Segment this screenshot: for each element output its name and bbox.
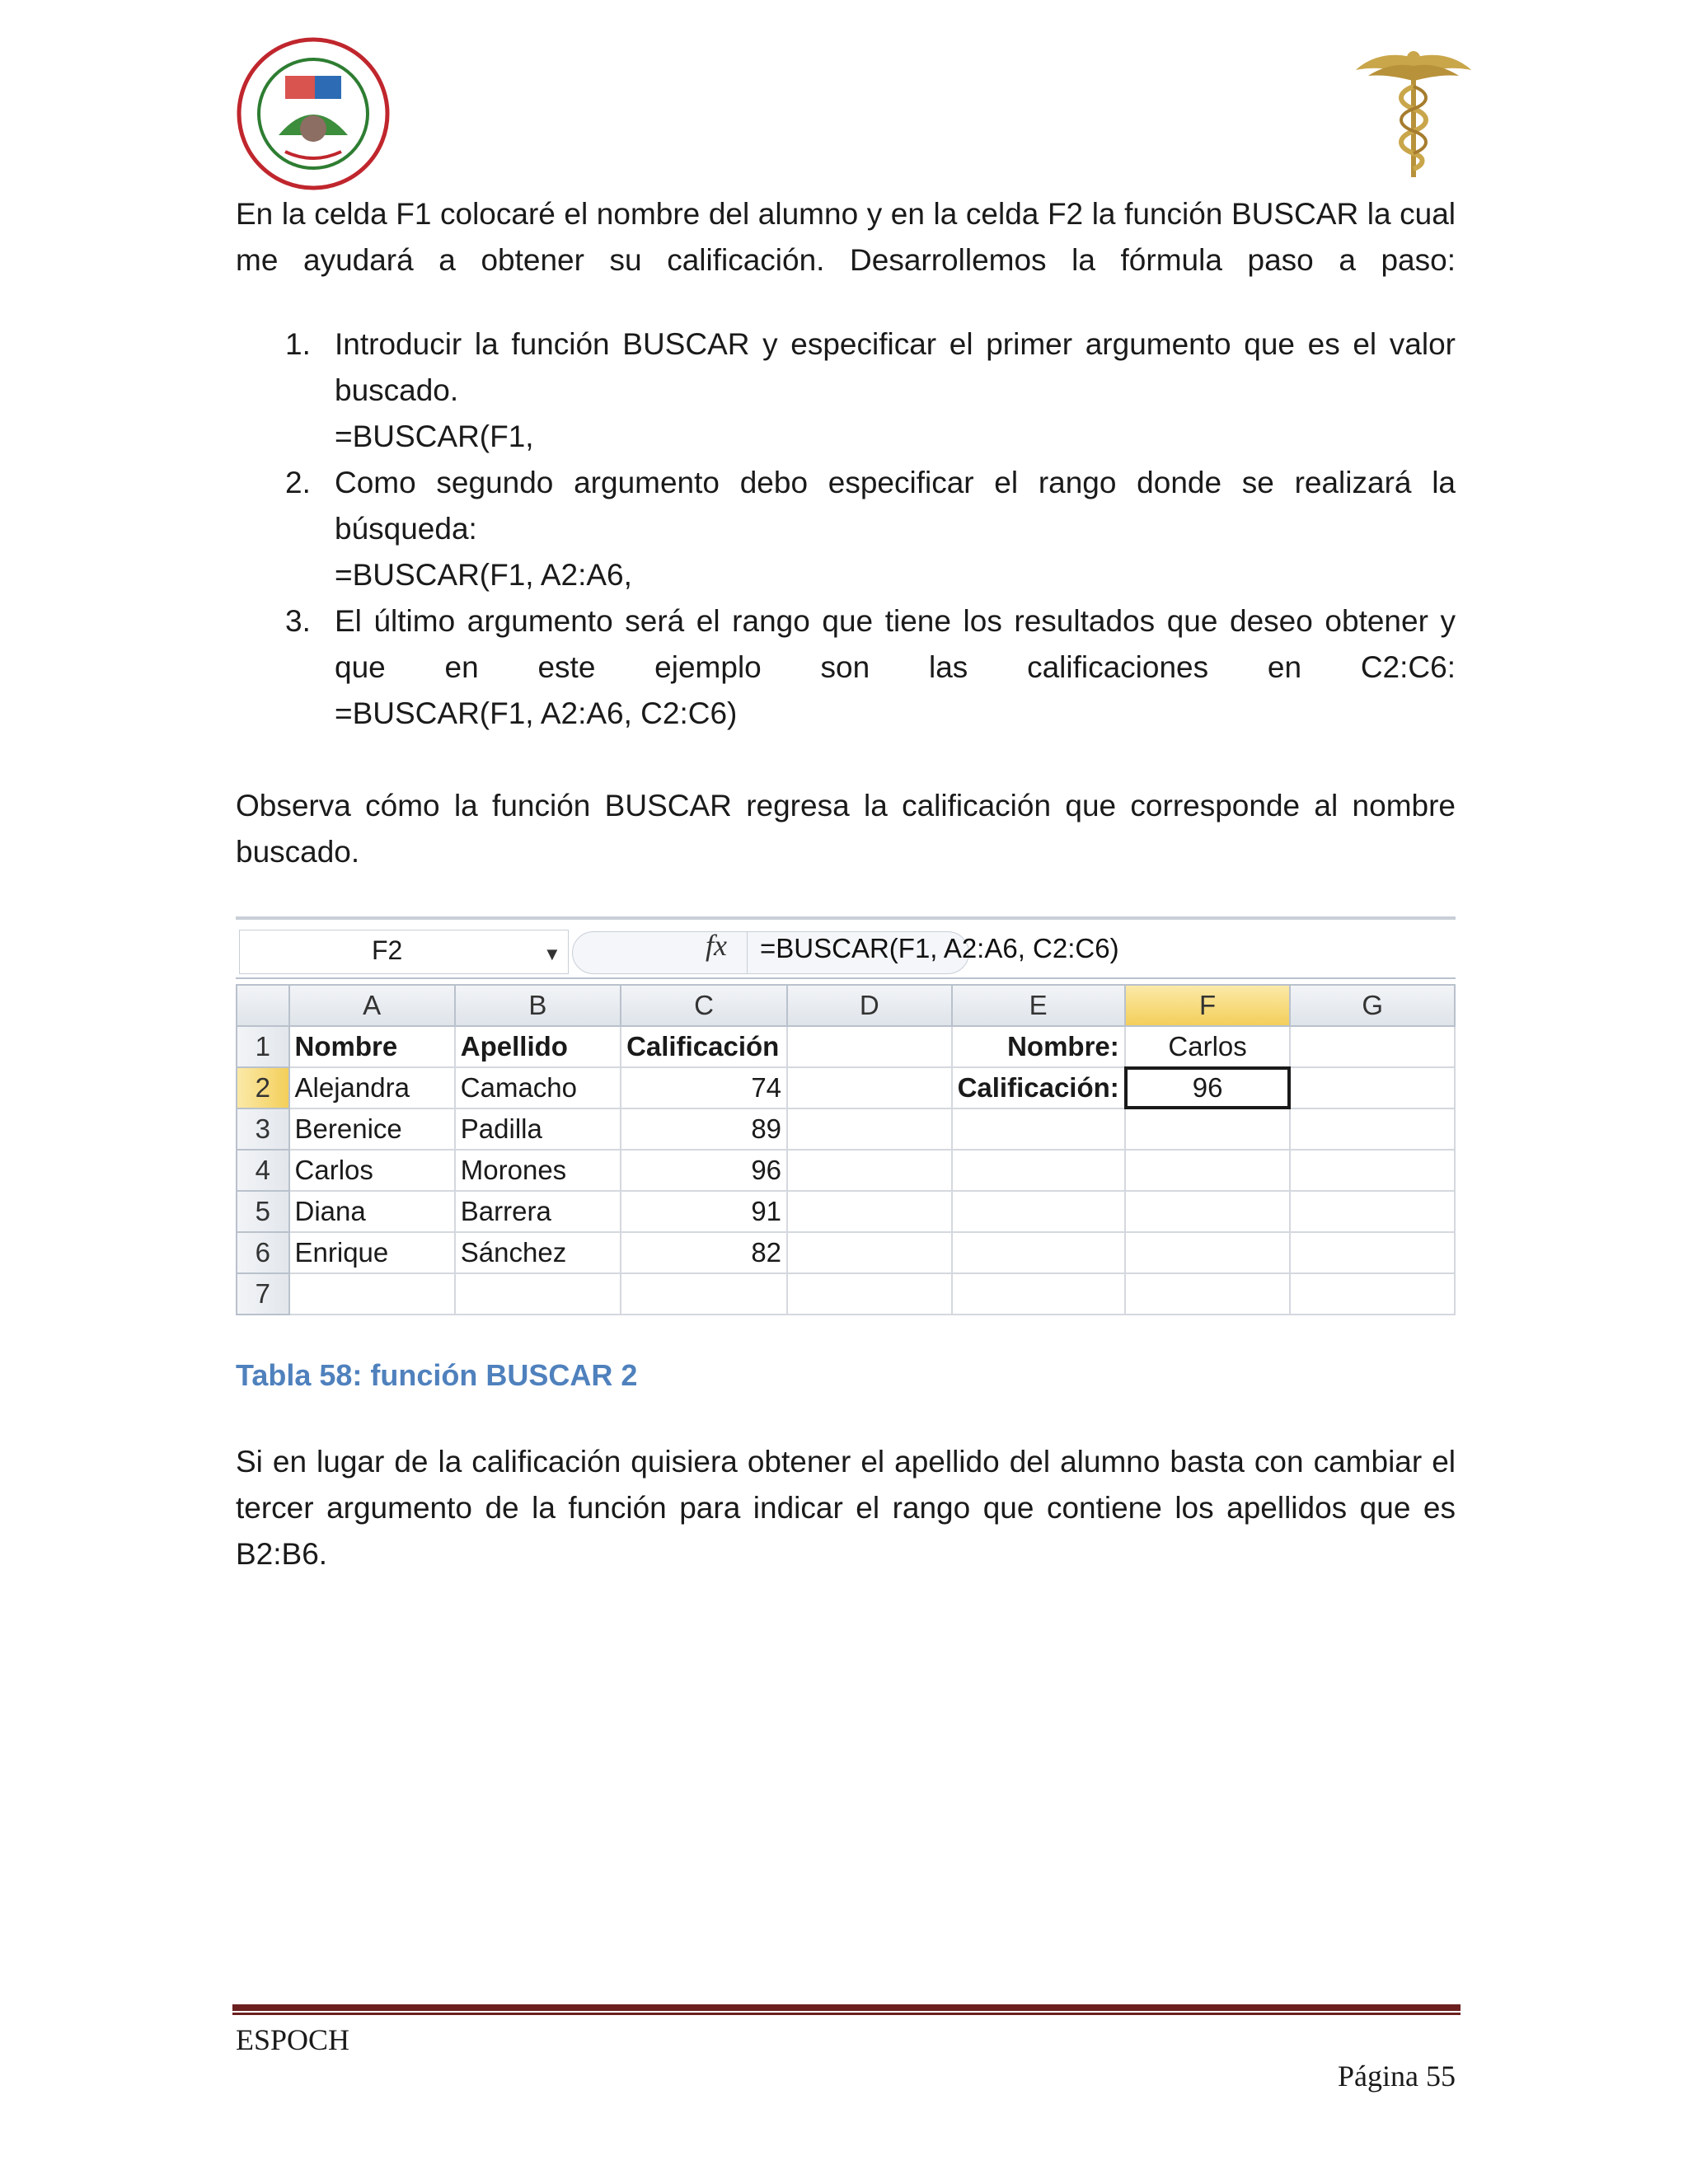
row-header[interactable]: 5 [237, 1191, 289, 1232]
cell[interactable] [1125, 1108, 1291, 1150]
cell[interactable] [787, 1150, 952, 1191]
cell[interactable] [1290, 1108, 1455, 1150]
column-header-a[interactable]: A [289, 985, 455, 1026]
list-number: 1. [285, 327, 311, 361]
cell[interactable]: Sánchez [455, 1232, 621, 1273]
intro-text: En la celda F1 colocaré el nombre del alumno y en la celda F2 la función BUSCAR la cual me ayudará a obtener su calificación. Desarrollemos la fórmula paso a paso: [236, 197, 1456, 277]
cell[interactable]: Carlos [289, 1150, 455, 1191]
cell[interactable]: Camacho [455, 1067, 621, 1108]
cell[interactable] [289, 1273, 455, 1315]
cell[interactable]: Apellido [455, 1026, 621, 1067]
list-item [236, 321, 1456, 460]
table-row [237, 1191, 1455, 1232]
cell[interactable] [952, 1108, 1125, 1150]
cell[interactable] [1125, 1273, 1291, 1315]
fx-icon[interactable]: fx [706, 929, 727, 962]
cell[interactable] [1290, 1067, 1455, 1108]
cell[interactable] [952, 1232, 1125, 1273]
cell[interactable]: 89 [621, 1108, 787, 1150]
cell[interactable] [952, 1191, 1125, 1232]
column-header-f[interactable]: F [1125, 985, 1291, 1026]
select-all-corner[interactable] [237, 985, 289, 1026]
table-row [237, 1150, 1455, 1191]
table-caption: Tabla 58: función BUSCAR 2 [236, 1358, 638, 1392]
spreadsheet-grid [236, 984, 1456, 1315]
row-header[interactable]: 3 [237, 1108, 289, 1150]
formula-input[interactable]: =BUSCAR(F1, A2:A6, C2:C6) [760, 933, 1119, 963]
footer-divider [232, 2004, 1461, 2011]
espoch-seal-logo [236, 36, 391, 191]
cell[interactable] [1290, 1026, 1455, 1067]
cell[interactable]: Berenice [289, 1108, 455, 1150]
step-formula: =BUSCAR(F1, A2:A6, [335, 558, 632, 592]
list-item [236, 460, 1456, 598]
name-box[interactable] [239, 930, 569, 974]
column-header-e[interactable]: E [952, 985, 1125, 1026]
footer-institution: ESPOCH [236, 2023, 350, 2056]
cell[interactable]: Alejandra [289, 1067, 455, 1108]
footer-divider [232, 2013, 1461, 2015]
cell[interactable] [1125, 1232, 1291, 1273]
cell[interactable] [1290, 1273, 1455, 1315]
table-row [237, 1108, 1455, 1150]
cell[interactable]: Padilla [455, 1108, 621, 1150]
active-cell[interactable]: 96 [1125, 1067, 1291, 1108]
cell[interactable]: Nombre [289, 1026, 455, 1067]
table-row [237, 1273, 1455, 1315]
name-box-value: F2 [372, 935, 403, 965]
steps-list [236, 321, 1456, 737]
spreadsheet-screenshot [236, 916, 1456, 1319]
cell[interactable]: Calificación [621, 1026, 787, 1067]
cell[interactable]: Morones [455, 1150, 621, 1191]
cell[interactable] [787, 1108, 952, 1150]
intro-paragraph [236, 191, 1456, 284]
cell[interactable]: Calificación: [952, 1067, 1125, 1108]
column-header-d[interactable]: D [787, 985, 952, 1026]
list-number: 2. [285, 466, 311, 499]
step-text: que en este ejemplo son las calificaciones en C2:C6: [335, 650, 1456, 684]
cell[interactable] [787, 1191, 952, 1232]
table-row [237, 1026, 1455, 1067]
cell[interactable] [1125, 1150, 1291, 1191]
step-formula: =BUSCAR(F1, A2:A6, C2:C6) [335, 696, 738, 730]
cell[interactable]: 91 [621, 1191, 787, 1232]
column-header-c[interactable]: C [621, 985, 787, 1026]
chevron-down-icon[interactable]: ▼ [543, 944, 561, 964]
cell[interactable]: 74 [621, 1067, 787, 1108]
step-text: Introducir la función BUSCAR y especificar el primer argumento que es el valor buscado. [335, 327, 1456, 407]
row-header[interactable]: 1 [237, 1026, 289, 1067]
step-text: El último argumento será el rango que tiene los resultados que deseo obtener y [335, 604, 1456, 638]
row-header[interactable]: 2 [237, 1067, 289, 1108]
list-number: 3. [285, 604, 311, 638]
cell[interactable] [1290, 1150, 1455, 1191]
table-row [237, 1067, 1455, 1108]
cell[interactable]: Enrique [289, 1232, 455, 1273]
cell[interactable]: Barrera [455, 1191, 621, 1232]
page-number: Página 55 [1338, 2060, 1456, 2093]
closing-paragraph [236, 1439, 1456, 1577]
column-header-b[interactable]: B [455, 985, 621, 1026]
cell[interactable] [952, 1150, 1125, 1191]
cell[interactable] [1125, 1191, 1291, 1232]
observation-paragraph [236, 783, 1456, 875]
cell[interactable] [952, 1273, 1125, 1315]
formula-bar [236, 925, 1456, 979]
cell[interactable]: Nombre: [952, 1026, 1125, 1067]
list-item [236, 598, 1456, 737]
cell[interactable] [1290, 1191, 1455, 1232]
column-header-row [237, 985, 1455, 1026]
table-row [237, 1232, 1455, 1273]
row-header[interactable]: 7 [237, 1273, 289, 1315]
cell[interactable] [787, 1232, 952, 1273]
cell[interactable]: Diana [289, 1191, 455, 1232]
cell[interactable] [787, 1067, 952, 1108]
cell[interactable] [787, 1026, 952, 1067]
cell[interactable] [455, 1273, 621, 1315]
cell[interactable]: 82 [621, 1232, 787, 1273]
cell[interactable]: 96 [621, 1150, 787, 1191]
cell[interactable] [787, 1273, 952, 1315]
observation-text: Observa cómo la función BUSCAR regresa la calificación que corresponde al nombre buscado. [236, 789, 1456, 869]
row-header[interactable]: 6 [237, 1232, 289, 1273]
cell[interactable] [621, 1273, 787, 1315]
closing-text: Si en lugar de la calificación quisiera obtener el apellido del alumno basta con cambiar el tercer argumento de la función para indicar el rango que contiene los apellidos que es B2:B6. [236, 1445, 1456, 1571]
row-header[interactable]: 4 [237, 1150, 289, 1191]
step-text: Como segundo argumento debo especificar el rango donde se realizará la búsqueda: [335, 466, 1456, 546]
column-header-g[interactable]: G [1290, 985, 1455, 1026]
step-formula: =BUSCAR(F1, [335, 419, 534, 453]
caduceus-icon [1352, 41, 1475, 181]
cell[interactable]: Carlos [1125, 1026, 1291, 1067]
cell[interactable] [1290, 1232, 1455, 1273]
